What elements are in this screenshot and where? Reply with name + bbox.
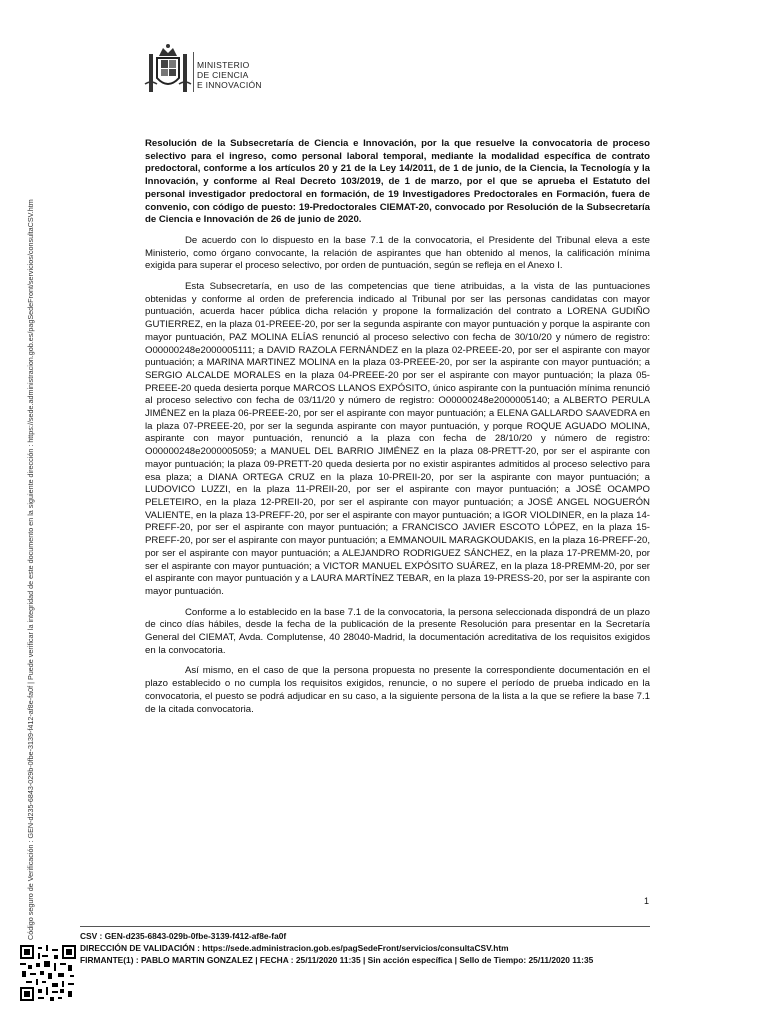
page-number: 1 <box>644 896 650 906</box>
verification-side-note: Código seguro de Verificación : GEN-d235-6843-029b-0fbe-3139-f412-af8e-fa0f | Puede verificar la integridad de este documento en la siguiente dirección : https://sede.administracion.gob.es/pagSedeFront/servicios/consultaCSV.htm <box>26 199 35 940</box>
logo-line: MINISTERIO <box>197 60 250 70</box>
document-body <box>145 138 650 724</box>
logo-line: E INNOVACIÓN <box>197 80 262 90</box>
qr-code-icon[interactable] <box>20 945 76 1001</box>
footer-divider <box>80 926 650 927</box>
ministry-logo-text <box>197 60 262 90</box>
validation-address[interactable]: DIRECCIÓN DE VALIDACIÓN : https://sede.administracion.gob.es/pagSedeFront/servicios/consultaCSV.htm <box>80 943 509 953</box>
signer-info: FIRMANTE(1) : PABLO MARTIN GONZALEZ | FECHA : 25/11/2020 11:35 | Sin acción específica | Sello de Tiempo: 25/11/2020 11:35 <box>80 955 594 965</box>
logo-line: DE CIENCIA <box>197 70 249 80</box>
paragraph: De acuerdo con lo dispuesto en la base 7.1 de la convocatoria, el Presidente del Tribunal eleva a este Ministerio, como órgano convocante, la relación de aspirantes que han obtenido al menos, la calificación mínima exigida para superar el proceso selectivo, por orden de puntuación, según se refleja en el Anexo I. <box>145 234 650 272</box>
signature-footer <box>80 930 593 966</box>
paragraph: Así mismo, en el caso de que la persona propuesta no presente la correspondiente documentación en el plazo establecido o no cumpla los requisitos exigidos, renuncie, o no supere el período de prueba indicado en la convocatoria, el puesto se podrá adjudicar en su caso, a la siguiente persona de la lista a la que se refiere la base 7.1 de la citada convocatoria. <box>145 665 650 715</box>
document-title: Resolución de la Subsecretaría de Ciencia e Innovación, por la que resuelve la convocatoria de proceso selectivo para el ingreso, como personal laboral temporal, mediante la modalidad específica de contrato predoctoral, conforme a los artículos 20 y 21 de la Ley 14/2011, de 1 de junio, de la Ciencia, la Tecnología y la Innovación, y conforme al Real Decreto 103/2019, de 1 de marzo, por el que se aprueba el Estatuto del personal investigador predoctoral en formación, de 19 Investigadores Predoctorales en Formación, fuera de convenio, con código de puesto: 19-Predoctorales CIEMAT-20, convocado por Resolución de la Subsecretaría de Ciencia e Innovación de 26 de junio de 2020. <box>145 138 650 226</box>
paragraph: Conforme a lo establecido en la base 7.1 de la convocatoria, la persona seleccionada dispondrá de un plazo de cinco días hábiles, desde la fecha de la publicación de la presente Resolución para presentar en la Secretaría General del CIEMAT, Avda. Complutense, 40 28040-Madrid, la documentación acreditativa de los requisitos exigidos en la convocatoria. <box>145 606 650 656</box>
csv-code: CSV : GEN-d235-6843-029b-0fbe-3139-f412-af8e-fa0f <box>80 931 287 941</box>
paragraph: Esta Subsecretaría, en uso de las competencias que tiene atribuidas, a la vista de las puntuaciones obtenidas y conforme al orden de preferencia indicado al Tribunal por ser las personas candidatas con mayor puntuación, acuerda hacer pública dicha relación y propone la formalización del contrato a LORENA GUDIÑO GUTIERREZ, en la plaza 01-PREEE-20, por ser la segunda aspirante con mayor puntuación y porque la aspirante con mayor puntuación, PAZ MOLINA ELÍAS renunció al proceso selectivo con fecha de 30/10/20 y número de registro: O00000248e2000005111; a DAVID RAZOLA FERNÁNDEZ en la plaza 02-PREEE-20, por ser el aspirante con mayor puntuación; a MARINA MARTINEZ MOLINA en la plaza 03-PREEE-20, por ser la aspirante con mayor puntuación; a SERGIO ALCALDE MORALES en la plaza 04-PREEE-20 por ser el aspirante con mayor puntuación; la plaza 05-PREEE-20 queda desierta porque MARCOS LLANOS EXPÓSITO, único aspirante con la puntuación mínima renunció al proceso selectivo con fecha de 03/11/20 y número de registro: O00000248e2000005140; a ALBERTO PERULA JIMÉNEZ en la plaza 06-PREEE-20, por ser el aspirante con mayor puntuación; a ELENA GALLARDO SAAVEDRA en la plaza 07-PREEE-20, por ser la segunda aspirante con mayor puntuación, y porque ROQUE AGUADO MOLINA, aspirante con mayor puntuación, renunció a la plaza con fecha de 28/10/20 y número de registro: O00000248e2000005059; a MANUEL DEL BARRIO JIMÉNEZ en la plaza 08-PRETT-20, por ser el aspirante con mayor puntuación; la plaza 09-PRETT-20 queda desierta por no existir aspirantes admitidos al proceso selectivo para esa plaza; a DIANA ORTEGA CRUZ en la plaza 10-PREII-20, por ser la aspirante con mayor puntuación; a LUDOVICO LUZZI, en la plaza 11-PREII-20, por ser el aspirante con mayor puntuación; a JOSÉ OCAMPO PELETEIRO, en la plaza 12-PREII-20, por ser el aspirante con mayor puntuación; a JOSÉ ANGEL NOGUERÓN VALIENTE, en la plaza 13-PREFF-20, por ser el aspirante con mayor puntuación; a IGOR VIOLDINER, en la plaza 14-PREFF-20, por ser el aspirante con mayor puntuación; a FRANCISCO JAVIER ESCOTO LÓPEZ, en la plaza 15-PREFF-20, por ser el aspirante con mayor puntuación; a EMMANOUIL MARAGKOUDAKIS, en la plaza 16-PREFF-20, por ser el aspirante con mayor puntuación; a ALEJANDRO RODRIGUEZ SÁNCHEZ, en la plaza 17-PREMM-20, por ser el aspirante con mayor puntuación; a VICTOR MANUEL EXPÓSITO SUÁREZ, en la plaza 18-PREMM-20, por ser el aspirante con mayor puntuación y a LAURA MARTÍNEZ TEBAR, en la plaza 19-PRESS-20, por ser la aspirante con mayor puntuación. <box>145 281 650 597</box>
